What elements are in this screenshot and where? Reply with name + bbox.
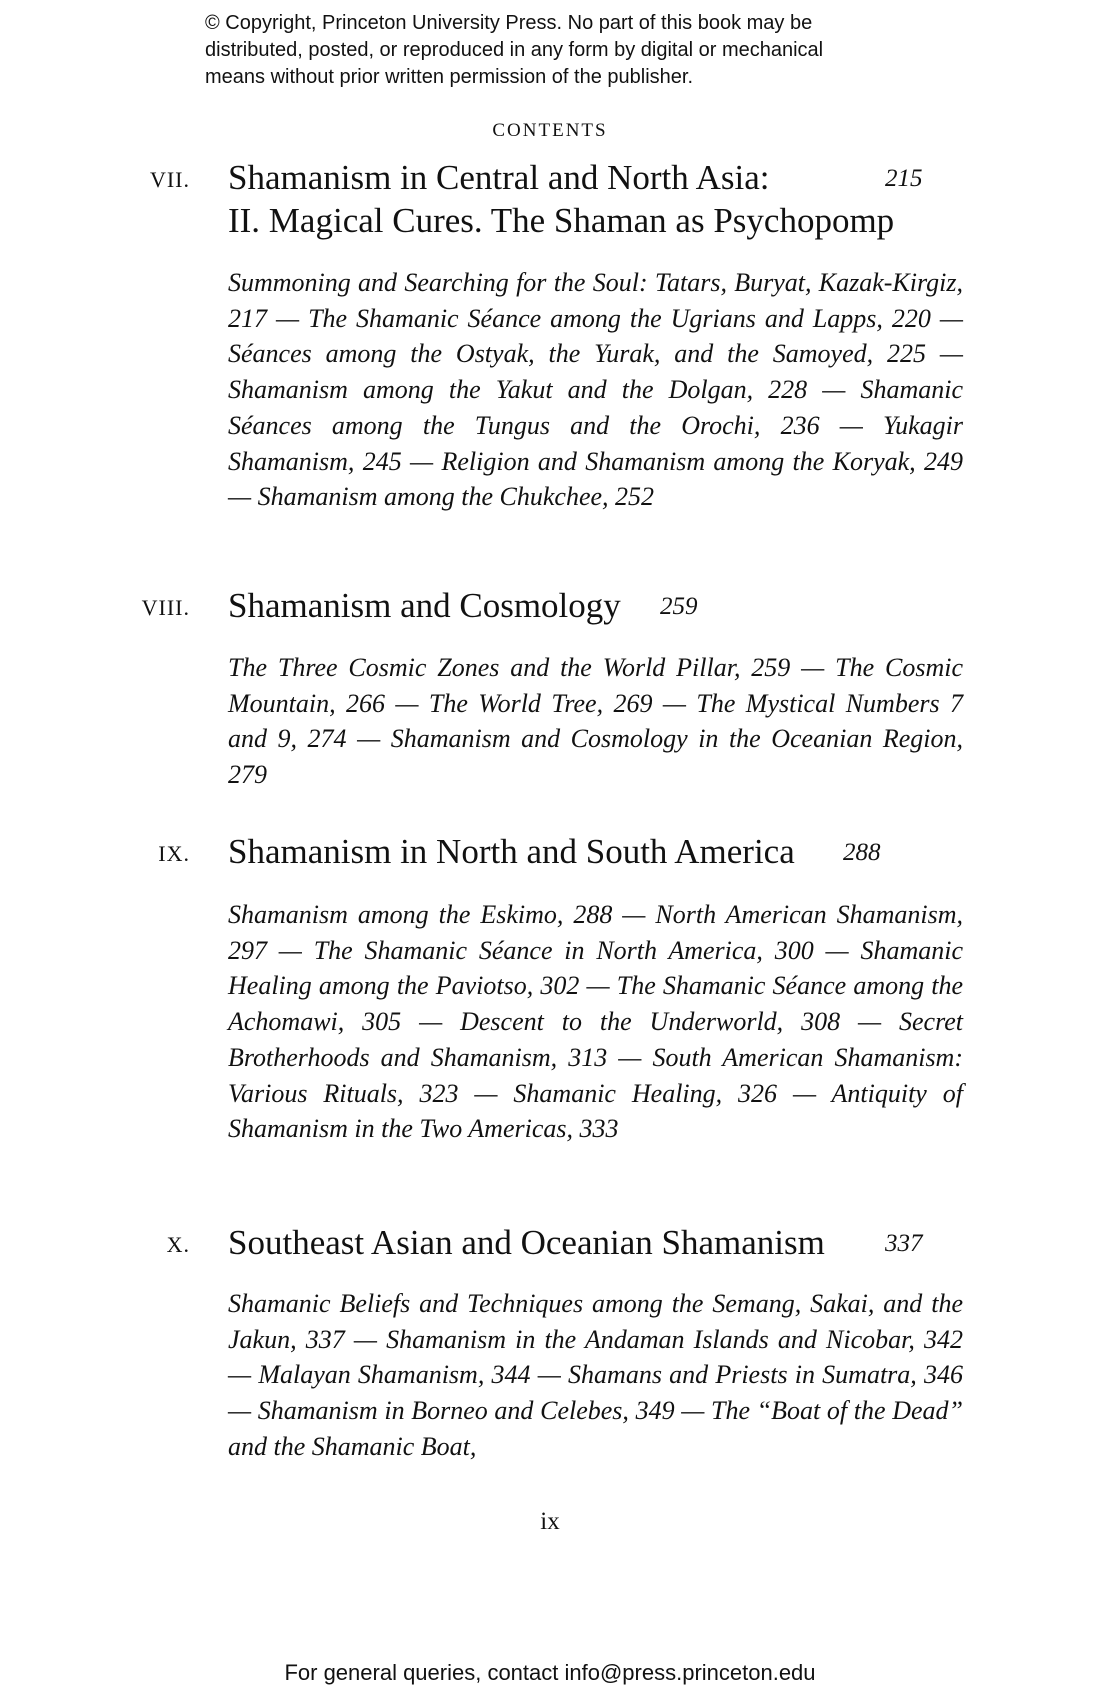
chapter-description: The Three Cosmic Zones and the World Pillar, 259 — The Cosmic Mountain, 266 — The World Tree, 269 — The Mystical Numbers 7 and 9, 274 — Shamanism and Cosmology in the Oceanian Region, 279 [228,653,963,790]
chapter-number: VII. [149,167,190,192]
chapter-number: X. [166,1232,190,1257]
chapter-title-line: Shamanism and Cosmology [228,586,621,625]
contact-footer: For general queries, contact info@press.princeton.edu [284,1660,816,1685]
chapter-title-line: II. Magical Cures. The Shaman as Psychopomp [228,201,895,240]
copyright-line: distributed, posted, or reproduced in any form by digital or mechanical [205,39,824,61]
chapter-description: Shamanism among the Eskimo, 288 — North American Shamanism, 297 — The Shamanic Séance in North America, 300 — Shamanic Healing among the Paviotso, 302 — The Shamanic Séance among the Achomawi, 305 — Descent to the Underworld, 308 — Secret Brotherhoods and Shamanism, 313 — South American Shamanism: Various Rituals, 323 — Shamanic Healing, 326 — Antiquity of Shamanism in the Two Americas, 333 [228,900,963,1144]
chapter-description: Shamanic Beliefs and Techniques among the Semang, Sakai, and the Jakun, 337 — Shamanism in the Andaman Islands and Nicobar, 342 — Malayan Shamanism, 344 — Shamans and Priests in Sumatra, 346 — Shamanism in Borneo and Celebes, 349 — The “Boat of the Dead” and the Shamanic Boat, [228,1289,963,1461]
page-number: ix [540,1508,560,1535]
chapter-title-line: Southeast Asian and Oceanian Shamanism [228,1223,825,1262]
chapter-number: VIII. [141,595,190,620]
running-head: CONTENTS [492,120,608,141]
copyright-line: means without prior written permission of the publisher. [205,66,694,88]
chapter-title-line: Shamanism in North and South America [228,832,795,871]
copyright-notice [205,10,925,91]
chapter-page: 215 [885,165,923,192]
chapter-number: IX. [158,841,190,866]
chapter-page: 337 [885,1230,923,1257]
chapter-title-line: Shamanism in Central and North Asia: [228,158,770,197]
chapter-description: Summoning and Searching for the Soul: Tatars, Buryat, Kazak-Kirgiz, 217 — The Shamanic Séance among the Ugrians and Lapps, 220 — Séances among the Ostyak, the Yurak, and the Samoyed, 225 — Shamanism among the Yakut and the Dolgan, 228 — Shamanic Séances among the Tungus and the Orochi, 236 — Yukagir Shamanism, 245 — Religion and Shamanism among the Koryak, 249 — Shamanism among the Chukchee, 252 [228,268,963,512]
chapter-page: 288 [843,839,881,866]
copyright-line: © Copyright, Princeton University Press. No part of this book may be [205,12,813,34]
chapter-page: 259 [660,593,698,620]
